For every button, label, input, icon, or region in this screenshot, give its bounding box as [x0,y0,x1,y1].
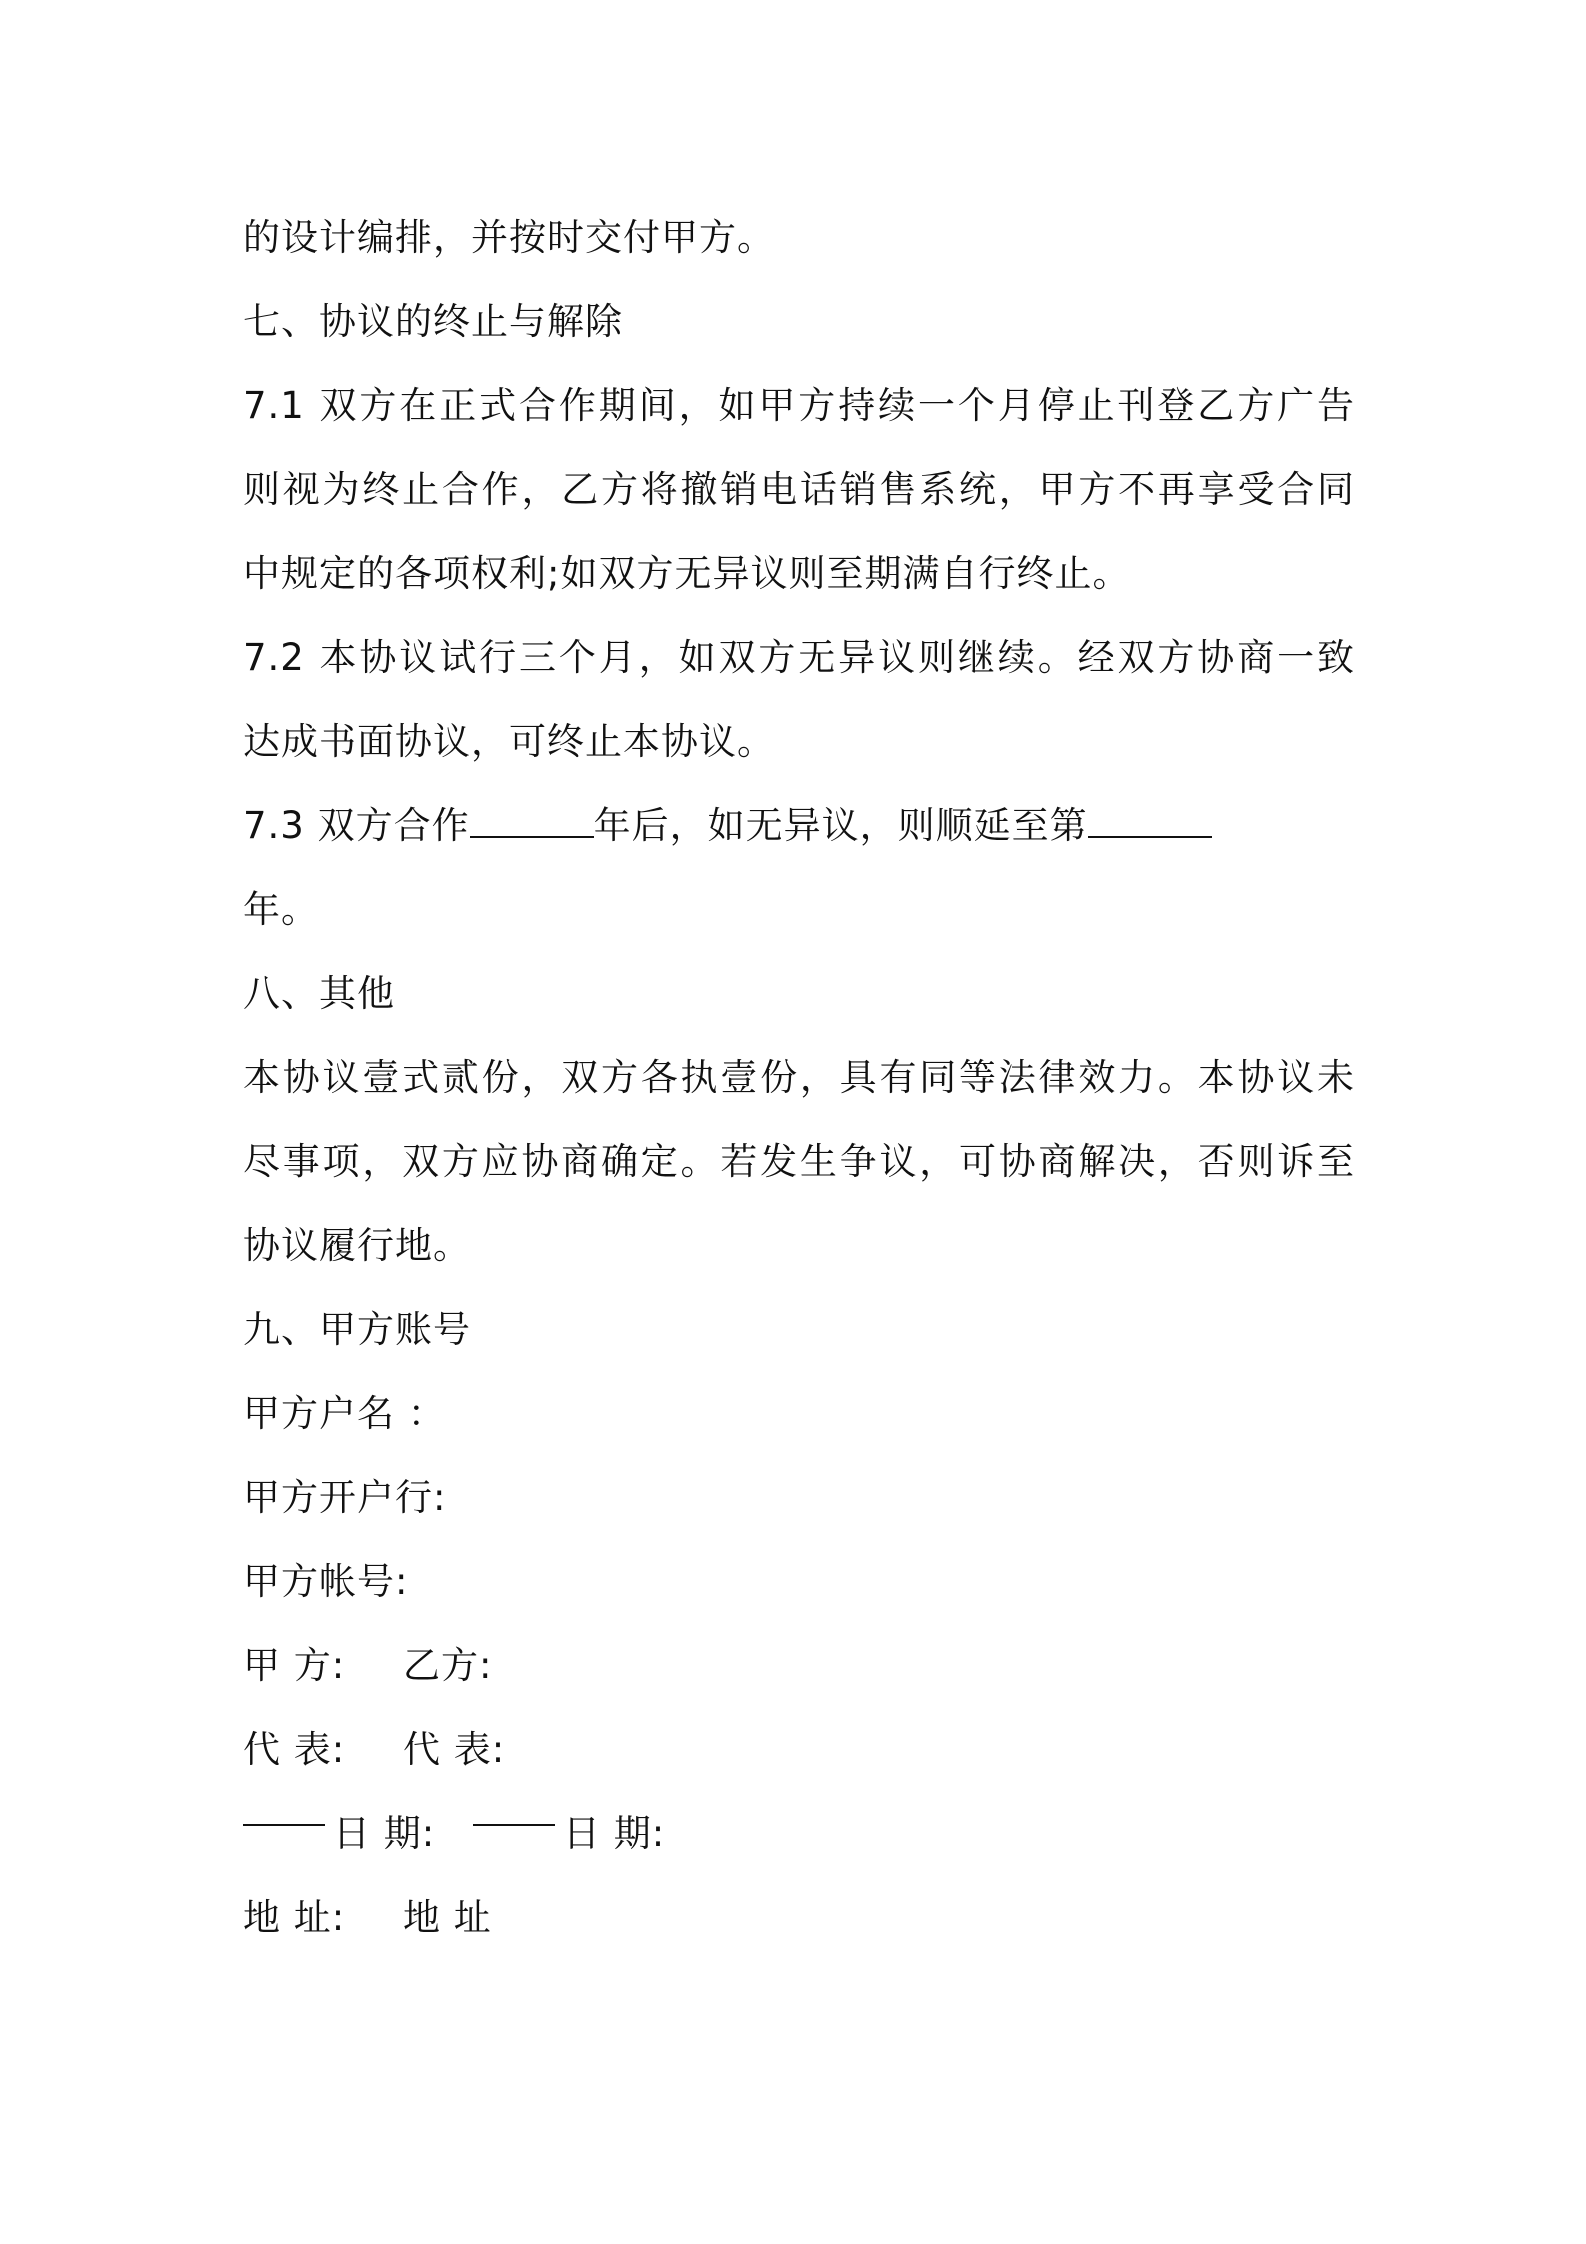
blank-date-a[interactable] [243,1792,325,1826]
date-b-label: 日 期: [563,1812,666,1855]
clause-7-2-line-1: 7.2 本协议试行三个月，如双方无异议则继续。经双方协商一致 [243,636,1355,679]
clause-7-2-line-2: 达成书面协议，可终止本协议。 [243,720,775,763]
signature-rep-row [243,1708,1363,1792]
document-page [243,196,1363,1960]
section-8-title: 八、其他 [243,972,395,1015]
account-bank-line: 甲方开户行: [243,1476,447,1519]
section-8-line-3: 协议履行地。 [243,1224,471,1267]
section-7-title: 七、协议的终止与解除 [243,300,623,343]
blank-date-b[interactable] [473,1792,555,1826]
address-b-label: 地 址 [403,1896,492,1939]
clause-7-1-line-3: 中规定的各项权利;如双方无异议则至期满自行终止。 [243,552,1131,595]
signature-party-row [243,1624,1363,1708]
section-8-line-1: 本协议壹式贰份，双方各执壹份，具有同等法律效力。本协议未 [243,1056,1355,1099]
rep-a-label: 代 表: [243,1728,346,1771]
blank-extend-year[interactable] [1088,804,1212,838]
party-b-label: 乙方: [403,1644,493,1687]
signature-date-row [243,1792,1363,1876]
blank-years[interactable] [470,804,594,838]
signature-address-row [243,1876,1363,1960]
account-name-line: 甲方户名 ： [243,1392,446,1435]
text-line-1: 的设计编排，并按时交付甲方。 [243,216,775,259]
clause-7-1-line-1: 7.1 双方在正式合作期间，如甲方持续一个月停止刊登乙方广告 [243,384,1355,427]
section-9-title: 九、甲方账号 [243,1308,471,1351]
section-8-line-2: 尽事项，双方应协商确定。若发生争议，可协商解决，否则诉至 [243,1140,1355,1183]
clause-7-3-middle: 年后，如无异议，则顺延至第 [593,804,1088,847]
date-a-label: 日 期: [333,1812,436,1855]
rep-b-label: 代 表: [403,1728,506,1771]
account-number-line: 甲方帐号: [243,1560,409,1603]
address-a-label: 地 址: [243,1896,346,1939]
clause-7-1-line-2: 则视为终止合作，乙方将撤销电话销售系统，甲方不再享受合同 [243,468,1355,511]
party-a-label: 甲 方: [243,1644,346,1687]
clause-7-3-line-2: 年。 [243,888,319,931]
clause-7-3-prefix: 7.3 双方合作 [243,804,470,847]
clause-7-3-line-1 [243,784,1363,868]
